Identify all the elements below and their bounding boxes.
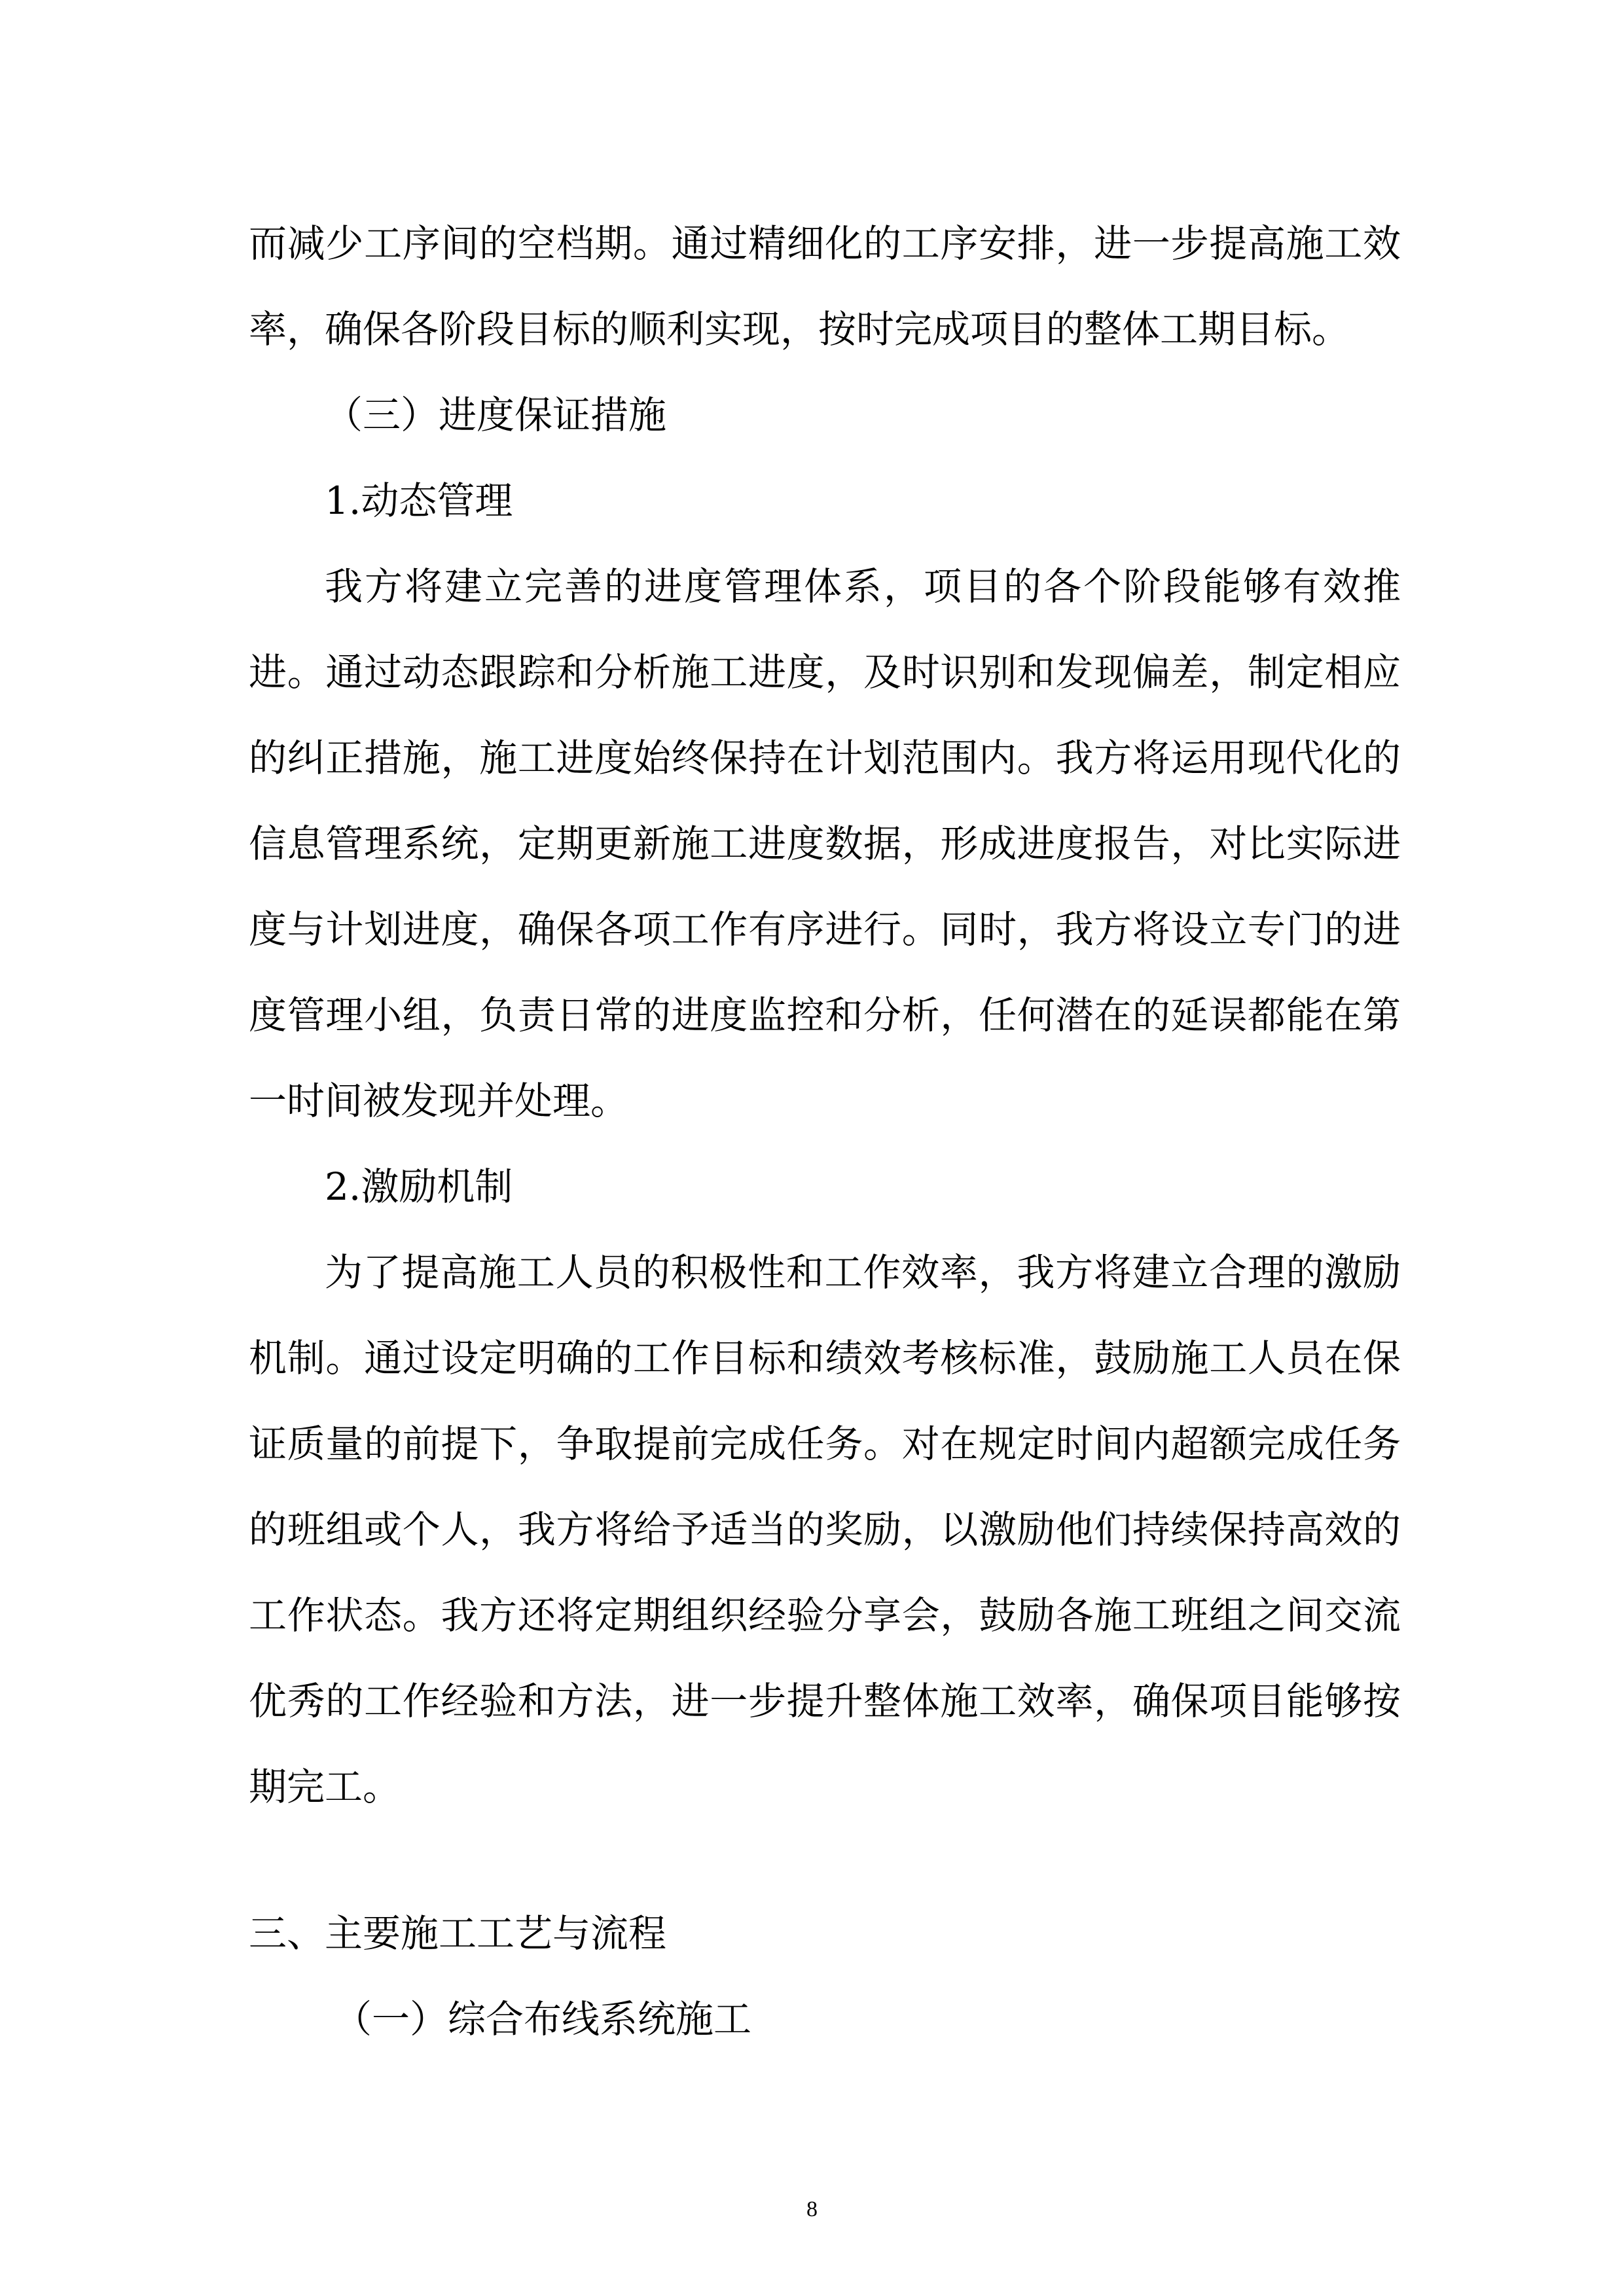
incentive-mechanism-paragraph: 为了提高施工人员的积极性和工作效率，我方将建立合理的激励机制。通过设定明确的工作目标和绩效考核标准，鼓励施工人员在保证质量的前提下，争取提前完成任务。对在规定时间内超额完成任务的班组或个人，我方将给予适当的奖励，以激励他们持续保持高效的工作状态。我方还将定期组织经验分享会，鼓励各施工班组之间交流优秀的工作经验和方法，进一步提升整体施工效率，确保项目能够按期完工。 [249,1250,1401,1809]
dynamic-management-heading: 1.动态管理 [325,478,513,523]
content-block-lower [249,1891,1401,2062]
dynamic-management-paragraph: 我方将建立完善的进度管理体系，项目的各个阶段能够有效推进。通过动态跟踪和分析施工进度，及时识别和发现偏差，制定相应的纠正措施，施工进度始终保持在计划范围内。我方将运用现代化的信息管理系统，定期更新施工进度数据，形成进度报告，对比实际进度与计划进度，确保各项工作有序进行。同时，我方将设立专门的进度管理小组，负责日常的进度监控和分析，任何潜在的延误都能在第一时间被发现并处理。 [249,564,1401,1123]
progress-assurance-heading: （三）进度保证措施 [325,393,667,437]
content-block-upper [249,201,1401,1830]
cabling-system-heading: （一）综合布线系统施工 [334,1997,752,2041]
page-number: 8 [806,2197,818,2221]
incentive-mechanism-heading: 2.激励机制 [325,1164,513,1209]
main-process-heading: 三、主要施工工艺与流程 [249,1911,667,1956]
continuation-paragraph: 而减少工序间的空档期。通过精细化的工序安排，进一步提高施工效率，确保各阶段目标的顺利实现，按时完成项目的整体工期目标。 [249,221,1401,351]
